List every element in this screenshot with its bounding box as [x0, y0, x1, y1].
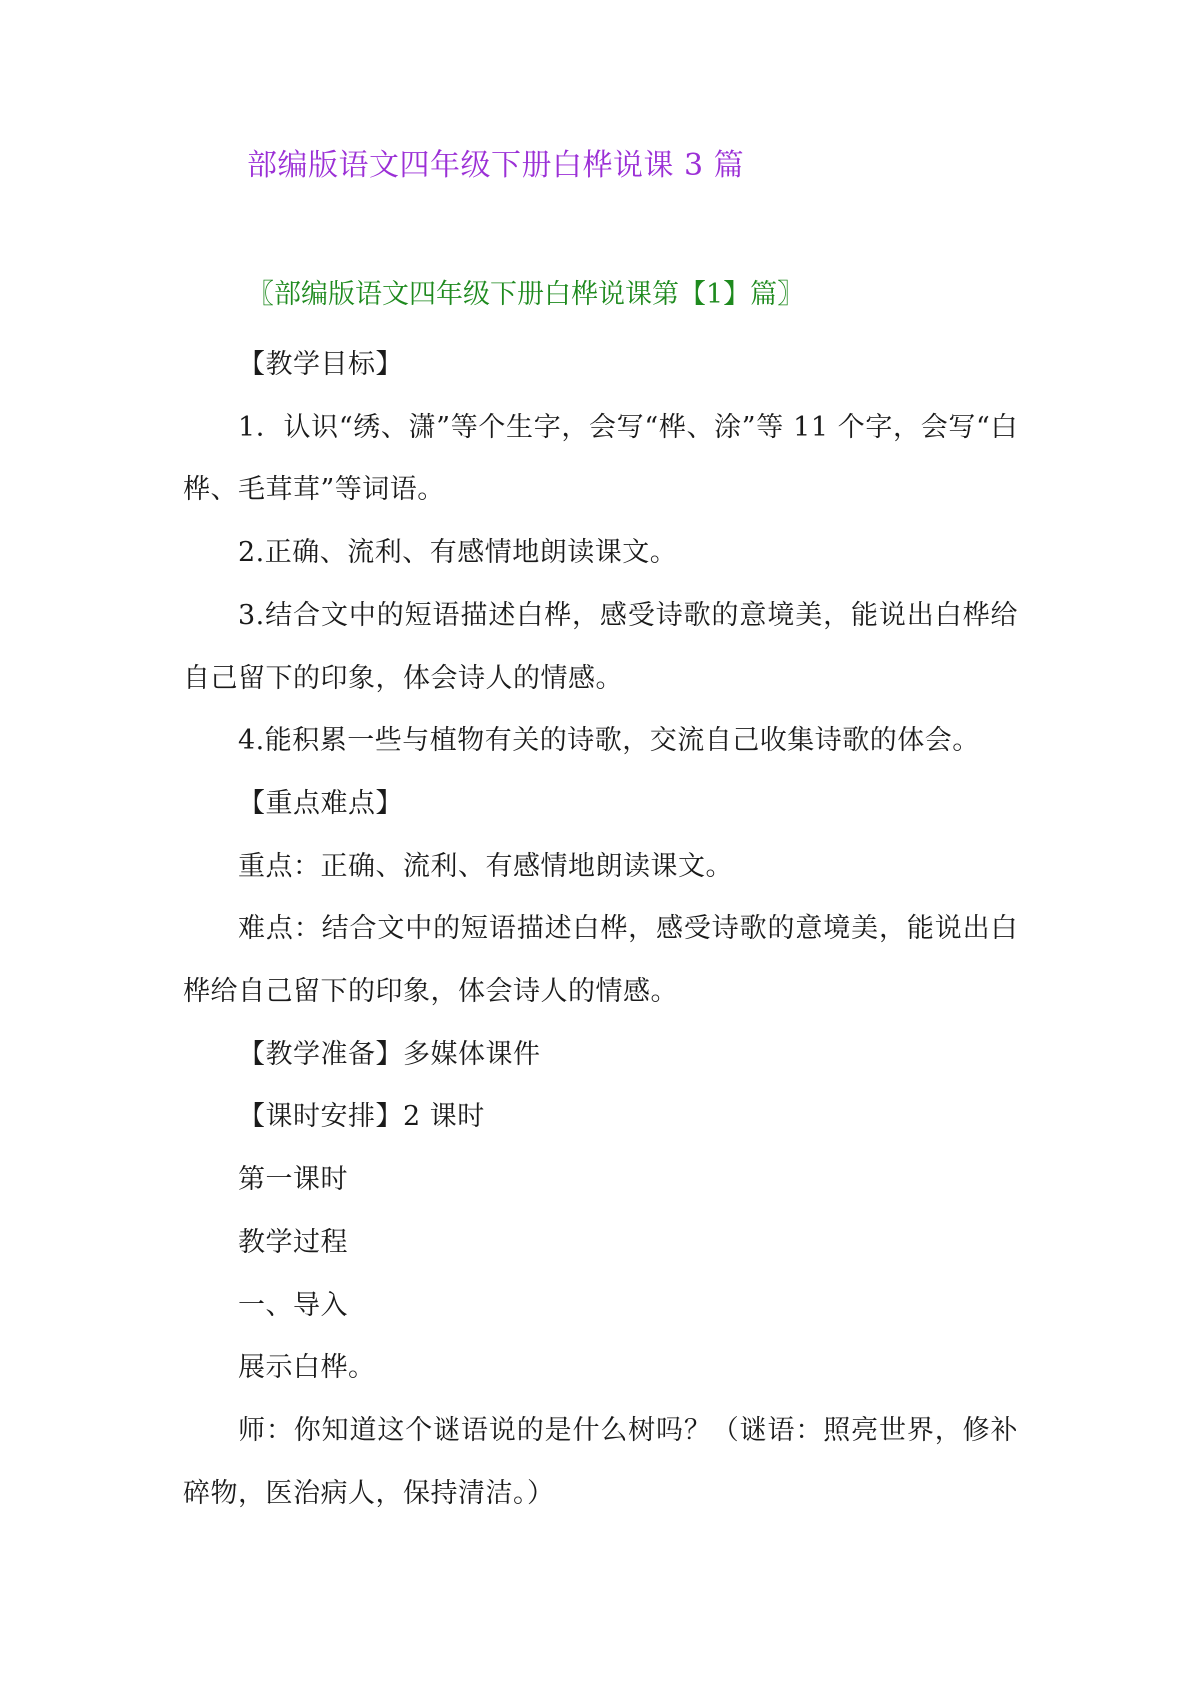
- paragraph-introduction: 一、导入: [238, 1289, 348, 1321]
- paragraph-teacher-riddle: 师：你知道这个谜语说的是什么树吗？（谜语：照亮世界，修补碎物，医治病人，保持清洁。）: [183, 1414, 1018, 1509]
- document-body: [183, 334, 1018, 1525]
- paragraph-show-birch: 展示白桦。: [238, 1352, 376, 1384]
- paragraph-goal-4: 4.能积累一些与植物有关的诗歌，交流自己收集诗歌的体会。: [238, 725, 980, 757]
- paragraph-preparation: 【教学准备】多媒体课件: [238, 1038, 541, 1070]
- document-title: 部编版语文四年级下册白桦说课 3 篇: [247, 148, 745, 183]
- paragraph-key-points-heading: 【重点难点】: [238, 787, 403, 819]
- paragraph-schedule: 【课时安排】2 课时: [238, 1101, 485, 1133]
- paragraph-goal-2: 2.正确、流利、有感情地朗读课文。: [238, 537, 678, 569]
- paragraph-teaching-goals-heading: 【教学目标】: [238, 349, 403, 380]
- paragraph-first-lesson: 第一课时: [238, 1164, 348, 1196]
- paragraph-goal-3: 3.结合文中的短语描述白桦，感受诗歌的意境美，能说出白桦给自己留下的印象，体会诗人的情感。: [183, 599, 1018, 694]
- paragraph-teaching-process: 教学过程: [238, 1226, 348, 1258]
- section-heading: 〖部编版语文四年级下册白桦说课第【1】篇〗: [247, 279, 805, 310]
- paragraph-difficult-point: 难点：结合文中的短语描述白桦，感受诗歌的意境美，能说出白桦给自己留下的印象，体会诗人的情感。: [183, 913, 1018, 1008]
- paragraph-goal-1: 1．认识“绣、潇”等个生字，会写“桦、涂”等 11 个字，会写“白桦、毛茸茸”等词语。: [183, 411, 1018, 506]
- paragraph-key-point: 重点：正确、流利、有感情地朗读课文。: [238, 850, 733, 882]
